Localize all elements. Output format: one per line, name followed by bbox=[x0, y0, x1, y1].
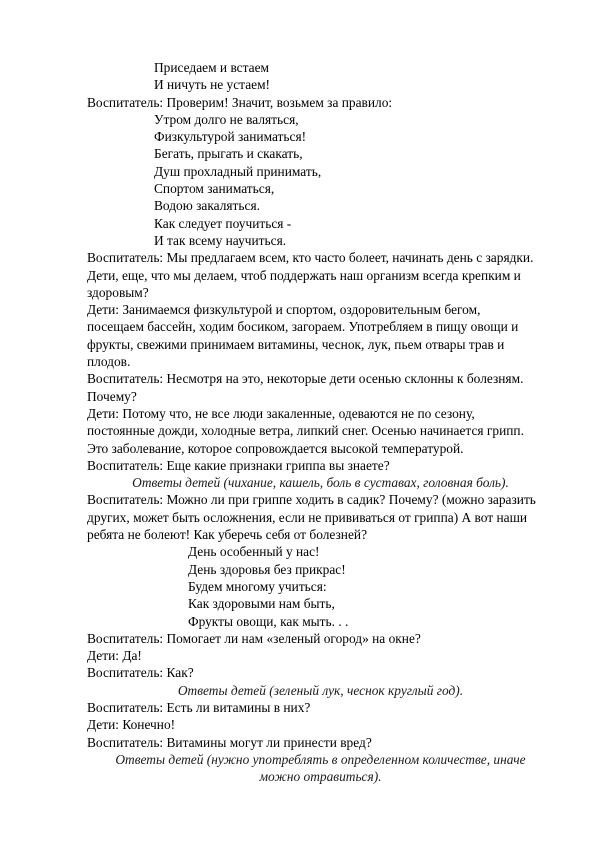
poem-line: Водою закаляться. bbox=[154, 198, 260, 214]
paragraph-line: ребята не болеют! Как уберечь себя от болезней? bbox=[87, 527, 368, 543]
paragraph-line: здоровым? bbox=[87, 284, 149, 300]
paragraph-line: Воспитатель: Можно ли при гриппе ходить в садик? Почему? (можно заразить bbox=[87, 492, 536, 508]
dialogue-line: Воспитатель: Как? bbox=[87, 665, 194, 681]
poem-line: Душ прохладный принимать, bbox=[154, 163, 322, 179]
dialogue-line: Воспитатель: Несмотря на это, некоторые дети осенью склонны к болезням. bbox=[87, 371, 524, 387]
dialogue-line: Воспитатель: Помогает ли нам «зеленый огород» на окне? bbox=[87, 630, 421, 646]
poem-line: День здоровья без прикрас! bbox=[188, 561, 346, 577]
paragraph-line: Воспитатель: Мы предлагаем всем, кто часто болеет, начинать день с зарядки. bbox=[87, 250, 534, 266]
poem-line: Бегать, прыгать и скакать, bbox=[154, 146, 303, 162]
poem-line: День особенный у нас! bbox=[188, 544, 320, 560]
poem-line: Физкультурой заниматься! bbox=[154, 129, 307, 145]
paragraph-line: Дети: Занимаемся физкультурой и спортом, оздоровительным бегом, bbox=[87, 302, 481, 318]
paragraph-line: фрукты, свежими принимаем витамины, чеснок, лук, пьем отвары трав и bbox=[87, 336, 505, 352]
dialogue-line: Воспитатель: Витамины могут ли принести вред? bbox=[87, 734, 372, 750]
paragraph-line: Дети, еще, что мы делаем, чтоб поддержать наш организм всегда крепким и bbox=[87, 267, 521, 283]
poem-line: Как следует поучиться - bbox=[154, 215, 292, 231]
poem-line: Фрукты овощи, как мыть. . . bbox=[188, 613, 349, 629]
poem-line: Как здоровыми нам быть, bbox=[188, 596, 335, 612]
paragraph-line: Это заболевание, которое сопровождается высокой температурой. bbox=[87, 440, 464, 456]
poem-line: И так всему научиться. bbox=[154, 232, 287, 248]
children-answer: Ответы детей (чихание, кашель, боль в суставах, головная боль). bbox=[132, 475, 509, 491]
dialogue-line: Дети: Да! bbox=[87, 648, 142, 664]
children-answer: Ответы детей (зеленый лук, чеснок круглый год). bbox=[177, 682, 464, 698]
poem-line: Утром долго не валяться, bbox=[154, 111, 299, 127]
poem-line: И ничуть не устаем! bbox=[154, 77, 271, 93]
paragraph-line: посещаем бассейн, ходим босиком, загораем. Употребляем в пищу овощи и bbox=[87, 319, 519, 335]
dialogue-line: Дети: Конечно! bbox=[87, 717, 176, 733]
paragraph-line: постоянные дожди, холодные ветра, липкий снег. Осенью начинается грипп. bbox=[87, 423, 524, 439]
document-body bbox=[87, 59, 554, 785]
poem-line: Приседаем и встаем bbox=[154, 60, 270, 75]
paragraph-line: Дети: Потому что, не все люди закаленные, одеваются не по сезону, bbox=[87, 405, 475, 421]
dialogue-line: Воспитатель: Проверим! Значит, возьмем за правило: bbox=[87, 94, 393, 110]
poem-line: Будем многому учиться: bbox=[188, 578, 327, 594]
children-answer: Ответы детей (нужно употреблять в определенном количестве, иначе bbox=[115, 751, 526, 767]
paragraph-line: плодов. bbox=[87, 354, 131, 370]
poem-line: Спортом заниматься, bbox=[154, 181, 275, 197]
dialogue-line: Почему? bbox=[87, 388, 137, 404]
children-answer: можно отравиться). bbox=[259, 769, 382, 785]
dialogue-line: Воспитатель: Есть ли витамины в них? bbox=[87, 699, 311, 715]
dialogue-line: Воспитатель: Еще какие признаки гриппа вы знаете? bbox=[87, 457, 390, 473]
paragraph-line: других, может быть осложнения, если не прививаться от гриппа) А вот наши bbox=[87, 509, 528, 525]
